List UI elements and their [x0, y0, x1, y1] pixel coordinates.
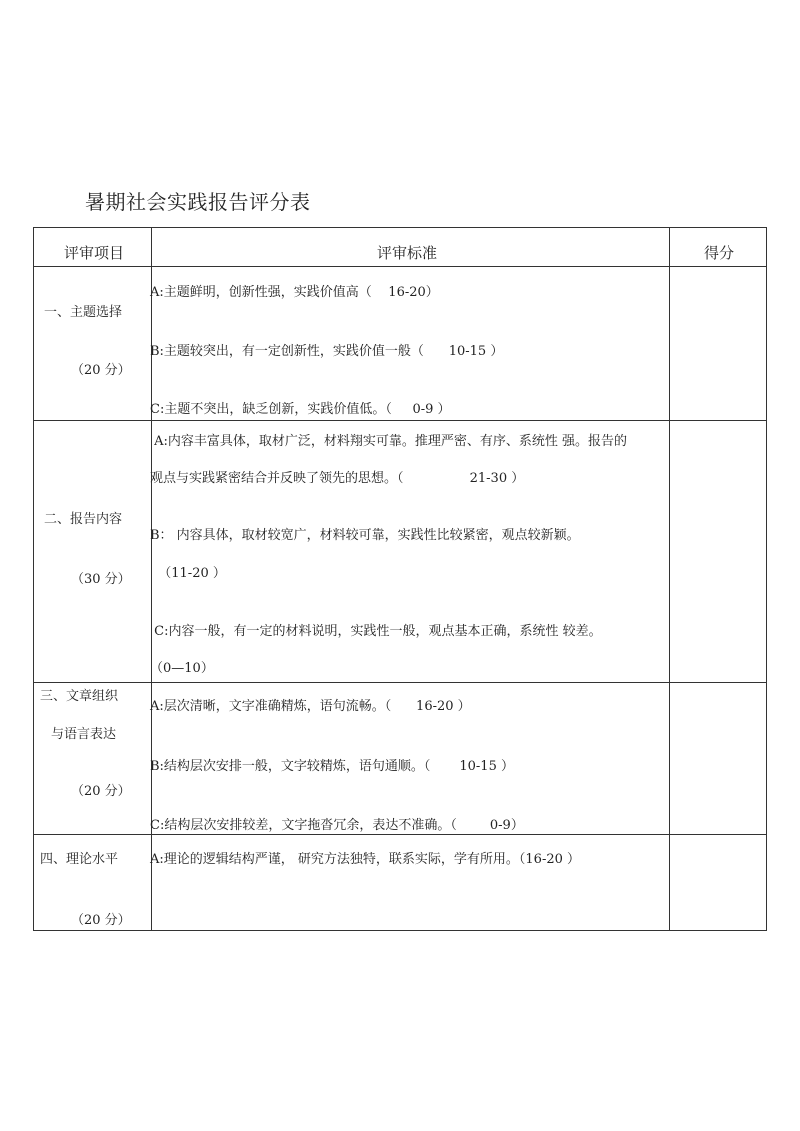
row-divider	[34, 420, 766, 421]
header-criteria: 评审标准	[377, 244, 438, 262]
row-item-points: （20 分）	[71, 913, 131, 928]
row-item: 与语言表达	[51, 727, 117, 742]
criteria-line: B:主题较突出，有一定创新性，实践价值一般（ 10-15 ）	[150, 344, 504, 359]
row-item: 四、理论水平	[40, 852, 119, 867]
scoring-table	[33, 227, 767, 931]
criteria-line: A:理论的逻辑结构严谨， 研究方法独特，联系实际，学有所用。（16-20 ）	[150, 852, 581, 867]
row-item: 一、主题选择	[44, 305, 123, 320]
row-item: 三、文章组织	[40, 689, 119, 704]
criteria-line: 观点与实践紧密结合并反映了领先的思想。（ 21-30 ）	[150, 471, 525, 486]
row-item: 二、报告内容	[44, 512, 123, 527]
header-item: 评审项目	[64, 244, 125, 262]
criteria-line: A:内容丰富具体，取材广泛，材料翔实可靠。推理严密、有序、系统性 强。报告的	[150, 434, 628, 449]
criteria-line: A:主题鲜明，创新性强，实践价值高（ 16-20）	[150, 285, 439, 300]
row-item-points: （30 分）	[71, 572, 131, 587]
row-item-points: （20 分）	[71, 363, 131, 378]
row-divider	[34, 834, 766, 835]
row-divider	[34, 682, 766, 683]
column-divider	[669, 228, 670, 930]
criteria-line: B： 内容具体，取材较宽广，材料较可靠，实践性比较紧密，观点较新颖。	[150, 528, 580, 543]
criteria-line: A:层次清晰，文字准确精炼，语句流畅。（ 16-20 ）	[150, 699, 471, 714]
criteria-line: （11-20 ）	[150, 566, 226, 581]
row-divider	[34, 266, 766, 267]
criteria-line: （0—10）	[150, 661, 214, 676]
criteria-line: C:内容一般，有一定的材料说明，实践性一般，观点基本正确，系统性 较差。	[150, 624, 602, 639]
row-item-points: （20 分）	[71, 784, 131, 799]
page-title: 暑期社会实践报告评分表	[85, 190, 311, 214]
header-score: 得分	[704, 244, 735, 262]
criteria-line: B:结构层次安排一般，文字较精炼，语句通顺。（ 10-15 ）	[150, 759, 514, 774]
criteria-line: C:结构层次安排较差，文字拖沓冗余，表达不准确。（ 0-9）	[150, 818, 524, 833]
criteria-line: C:主题不突出，缺乏创新，实践价值低。（ 0-9 ）	[150, 402, 451, 417]
